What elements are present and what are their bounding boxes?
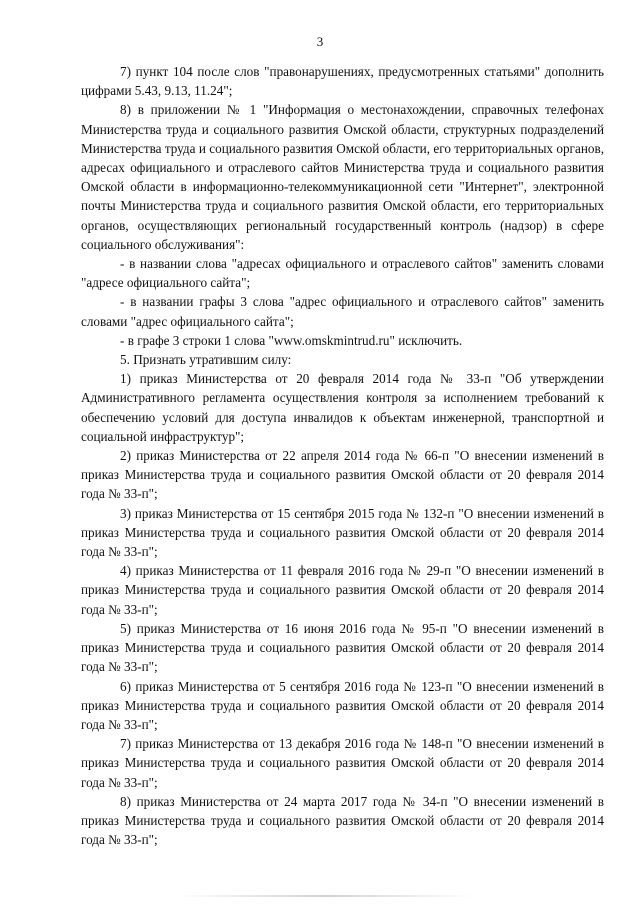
paragraph-repeal-8: 8) приказ Министерства от 24 марта 2017 года № 34-п "О внесении изменений в приказ Министерства труда и социального развития Омской области от 20 февраля 2014 года № 33-п"; [81, 793, 604, 848]
page-number: 3 [316, 34, 324, 49]
paragraph-item-8-appendix-1: 8) в приложении № 1 "Информация о местонахождении, справочных телефонах Министерства труда и социального развития Омской области, структурных подразделений Министерства труда и социального развития Омской области, его территориальных органов, адресах официального и отраслевого сайтов Министерства труда и социального развития Омской области в информационно-телекоммуникационной сети "Интернет", электронной почты Министерства труда и социального развития Омской области, его территориальных органов, осуществляющих региональный государственный контроль (надзор) в сфере социального обслуживания": [81, 102, 604, 252]
paragraph-repeal-7: 7) приказ Министерства от 13 декабря 2016 года № 148-п "О внесении изменений в приказ Министерства труда и социального развития Омской области от 20 февраля 2014 года № 33-п"; [81, 736, 604, 790]
paragraph-dash-column-3-change: - в названии графы 3 слова "адрес официального и отраслевого сайтов" заменить словами "адрес официального сайта"; [81, 294, 604, 329]
paragraph-item-7-point-104: 7) пункт 104 после слов "правонарушениях, предусмотренных статьями" дополнить цифрами 5.43, 9.13, 11.24"; [81, 64, 604, 99]
paragraph-dash-row-1-remove: - в графе 3 строки 1 слова "www.omskmintrud.ru" исключить. [120, 332, 463, 348]
paragraph-repeal-1: 1) приказ Министерства от 20 февраля 2014 года № 33-п "Об утверждении Административного регламента осуществления контроля за исполнением требований к обеспечению условий для доступа инвалидов к объектам инженерной, транспортной и социальной инфраструктур"; [81, 371, 604, 444]
paragraph-repeal-3: 3) приказ Министерства от 15 сентября 2015 года № 132-п "О внесении изменений в приказ Министерства труда и социального развития Омской области от 20 февраля 2014 года № 33-п"; [81, 505, 604, 560]
paragraph-repeal-6: 6) приказ Министерства от 5 сентября 2016 года № 123-п "О внесении изменений в приказ Министерства труда и социального развития Омской области от 20 февраля 2014 года № 33-п"; [81, 678, 604, 732]
paragraph-section-5-heading: 5. Признать утратившим силу: [120, 352, 292, 368]
document-body [81, 62, 604, 849]
scan-edge-artifact [175, 895, 475, 897]
paragraph-repeal-5: 5) приказ Министерства от 16 июня 2016 года № 95-п "О внесении изменений в приказ Министерства труда и социального развития Омской области от 20 февраля 2014 года № 33-п"; [81, 620, 604, 675]
paragraph-dash-title-change: - в названии слова "адресах официального и отраслевого сайтов" заменить словами "адресе официального сайта"; [81, 256, 604, 291]
paragraph-repeal-2: 2) приказ Министерства от 22 апреля 2014 года № 66-п "О внесении изменений в приказ Министерства труда и социального развития Омской области от 20 февраля 2014 года № 33-п"; [81, 448, 604, 502]
paragraph-repeal-4: 4) приказ Министерства от 11 февраля 2016 года № 29-п "О внесении изменений в приказ Министерства труда и социального развития Омской области от 20 февраля 2014 года № 33-п"; [81, 563, 604, 617]
